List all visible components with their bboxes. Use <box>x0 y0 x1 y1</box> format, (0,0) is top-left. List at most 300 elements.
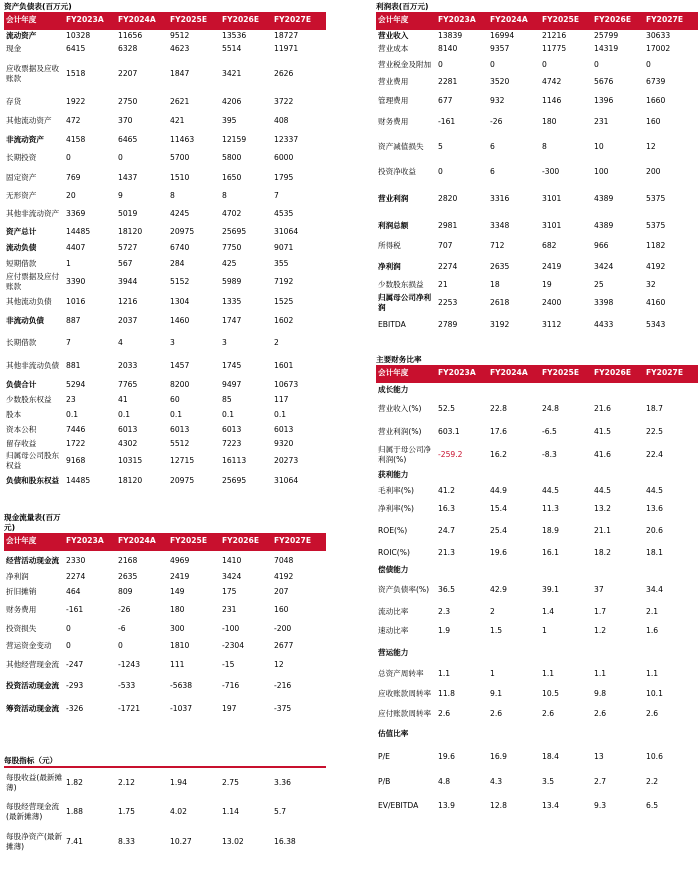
table-row <box>4 437 326 451</box>
value-cell: 1 <box>66 259 71 268</box>
value-cell: 2.2 <box>646 777 659 786</box>
value-cell: 25695 <box>222 227 247 236</box>
row-label: 估值比率 <box>378 729 409 738</box>
table-row <box>376 88 698 113</box>
row-label: 毛利率(%) <box>378 486 414 495</box>
value-cell: 712 <box>490 240 505 250</box>
value-cell: 0 <box>66 641 71 650</box>
value-cell: 22.5 <box>646 427 663 436</box>
value-cell <box>592 642 644 664</box>
value-cell: 19.6 <box>490 548 507 557</box>
value-cell: 16994 <box>490 31 515 40</box>
table-row <box>376 276 698 293</box>
value-cell <box>592 724 644 744</box>
value-cell: 13.4 <box>542 801 559 810</box>
income-statement-title: 利润表(百万元) <box>376 2 429 11</box>
value-cell <box>436 467 488 483</box>
value-cell: -5638 <box>170 681 193 690</box>
value-cell: 0.1 <box>66 410 79 419</box>
value-cell: 0 <box>542 60 547 69</box>
value-cell: 7 <box>66 338 71 347</box>
header-year-cell: FY2027E <box>644 365 698 382</box>
value-cell: 18.2 <box>594 548 611 557</box>
value-cell <box>540 724 592 744</box>
value-cell: 22.4 <box>646 450 663 459</box>
value-cell <box>644 724 698 744</box>
table-row <box>376 180 698 218</box>
row-label: P/B <box>378 777 391 786</box>
row-label: 利润总额 <box>378 221 409 230</box>
value-cell: 21.6 <box>594 404 611 413</box>
value-cell: 1.7 <box>594 606 607 616</box>
value-cell: 0 <box>118 153 123 162</box>
value-cell: 6013 <box>170 425 190 434</box>
value-cell: 9.8 <box>594 689 607 698</box>
value-cell: 1810 <box>170 641 190 650</box>
value-cell: 21 <box>438 279 448 289</box>
value-cell: 0.1 <box>170 410 183 419</box>
value-cell: 16.38 <box>274 837 296 846</box>
table-row <box>376 131 698 163</box>
row-label: 非流动资产 <box>6 135 44 144</box>
table-row <box>4 767 326 797</box>
value-cell: -533 <box>118 681 136 690</box>
table-row <box>376 704 698 724</box>
value-cell: 18.1 <box>646 548 663 557</box>
value-cell: 11656 <box>118 31 143 40</box>
value-cell: 13.02 <box>222 837 244 846</box>
header-year-cell: FY2026E <box>592 365 644 382</box>
value-cell: 6739 <box>646 76 666 86</box>
value-cell: 966 <box>594 240 609 250</box>
table-row <box>4 167 326 188</box>
value-cell: 24.7 <box>438 526 455 535</box>
row-label: 留存收益 <box>6 439 37 448</box>
value-cell: 881 <box>66 361 81 370</box>
value-cell: 1602 <box>274 316 294 325</box>
value-cell: -6 <box>118 624 126 633</box>
value-cell: 25799 <box>594 31 619 40</box>
value-cell: 2621 <box>170 97 190 106</box>
table-row <box>4 224 326 240</box>
row-label: 成长能力 <box>378 385 409 394</box>
row-label: 归属母公司股东权益 <box>6 451 60 470</box>
row-label: 财务费用 <box>378 117 409 126</box>
table-row <box>376 467 698 483</box>
value-cell: 1.6 <box>646 626 659 635</box>
value-cell: -8.3 <box>542 450 557 459</box>
value-cell: 4969 <box>170 555 190 565</box>
value-cell: 2281 <box>438 76 458 86</box>
row-label: 其他经营现金流 <box>6 660 60 669</box>
table-row <box>376 313 698 337</box>
value-cell: 44.5 <box>646 486 663 495</box>
value-cell <box>540 382 592 397</box>
value-cell: 11.3 <box>542 504 559 513</box>
value-cell: 16.2 <box>490 450 507 459</box>
value-cell: 6.5 <box>646 801 659 810</box>
table-row <box>4 423 326 437</box>
value-cell: 682 <box>542 240 557 250</box>
table-row <box>4 797 326 827</box>
value-cell: 2400 <box>542 298 562 307</box>
table-row <box>376 519 698 543</box>
table-row <box>376 577 698 603</box>
value-cell: 6013 <box>274 425 294 434</box>
value-cell: 1745 <box>222 361 242 370</box>
value-cell: 42.9 <box>490 585 507 594</box>
value-cell: 1601 <box>274 361 294 370</box>
value-cell: -375 <box>274 704 292 713</box>
value-cell: 1 <box>542 626 547 635</box>
row-label: 股本 <box>6 410 22 419</box>
value-cell: 10 <box>594 142 604 151</box>
row-label: 流动比率 <box>378 606 409 616</box>
table-row <box>4 330 326 356</box>
value-cell: 1.1 <box>438 669 451 678</box>
value-cell: 5375 <box>646 221 666 230</box>
value-cell: 44.9 <box>490 486 507 495</box>
table-row <box>376 293 698 313</box>
value-cell: 197 <box>222 704 237 713</box>
row-label: 其他非流动资产 <box>6 209 60 218</box>
row-label: 折旧摊销 <box>6 587 37 596</box>
value-cell: 4742 <box>542 76 562 86</box>
value-cell <box>540 642 592 664</box>
value-cell: -216 <box>274 681 292 690</box>
row-label: EBITDA <box>378 320 406 329</box>
header-year-cell: FY2025E <box>168 533 220 550</box>
value-cell <box>644 467 698 483</box>
value-cell: 19 <box>542 279 552 289</box>
value-cell: 10673 <box>274 379 299 389</box>
value-cell: 4407 <box>66 243 86 252</box>
value-cell: 9357 <box>490 43 510 53</box>
row-label: 管理费用 <box>378 95 409 105</box>
row-label: 每股收益(最新摊薄) <box>6 772 63 792</box>
value-cell <box>592 382 644 397</box>
value-cell: 8140 <box>438 43 458 53</box>
value-cell: 2.6 <box>438 709 451 718</box>
value-cell: 2635 <box>490 261 510 271</box>
row-label: 应付票据及应付账款 <box>6 272 60 291</box>
value-cell: 4623 <box>170 43 190 53</box>
cashflow-table <box>4 533 326 722</box>
value-cell: 5676 <box>594 76 614 86</box>
value-cell: 14319 <box>594 43 619 53</box>
row-label: EV/EBITDA <box>378 801 419 810</box>
value-cell: 2.1 <box>646 606 659 616</box>
value-cell: 603.1 <box>438 427 460 436</box>
value-cell: 15.4 <box>490 504 507 513</box>
value-cell: -326 <box>66 704 84 713</box>
header-label-cell: 会计年度 <box>4 12 64 29</box>
value-cell: 10.27 <box>170 837 192 846</box>
table-row <box>4 55 326 93</box>
table-row <box>4 584 326 600</box>
value-cell: 3424 <box>594 261 614 271</box>
value-cell: 1.82 <box>66 777 83 787</box>
left-column <box>4 0 326 857</box>
value-cell: 13536 <box>222 31 247 40</box>
value-cell: 5152 <box>170 277 190 286</box>
value-cell: 1.1 <box>646 669 659 678</box>
value-cell: 2.3 <box>438 606 451 616</box>
row-label: 经营活动现金流 <box>6 555 60 565</box>
value-cell: 37 <box>594 585 604 594</box>
value-cell: 2750 <box>118 97 138 106</box>
value-cell: 11775 <box>542 43 567 53</box>
value-cell: 1795 <box>274 172 294 182</box>
value-cell: 464 <box>66 587 81 596</box>
value-cell: -247 <box>66 660 84 669</box>
row-label: P/E <box>378 752 390 761</box>
ratios-table <box>376 365 698 818</box>
value-cell: 1.2 <box>594 626 607 635</box>
value-cell: 8 <box>222 191 227 200</box>
table-row <box>376 443 698 467</box>
value-cell <box>436 382 488 397</box>
row-label: 营业收入(%) <box>378 404 422 413</box>
value-cell: 12715 <box>170 456 195 465</box>
value-cell: 7765 <box>118 379 138 389</box>
value-cell: 1410 <box>222 555 242 565</box>
value-cell: 3348 <box>490 221 510 230</box>
value-cell: 0 <box>490 60 495 69</box>
value-cell: 1.9 <box>438 626 451 635</box>
row-label: 应付账款周转率 <box>378 709 432 718</box>
table-row <box>376 664 698 684</box>
value-cell: 44.5 <box>542 486 559 495</box>
value-cell: 6000 <box>274 153 294 162</box>
header-year-cell: FY2023A <box>64 12 116 29</box>
table-row <box>4 93 326 111</box>
value-cell: 809 <box>118 587 133 596</box>
table-row <box>4 451 326 471</box>
value-cell: 18.4 <box>542 752 559 761</box>
value-cell: -300 <box>542 166 560 176</box>
value-cell: 5514 <box>222 43 242 53</box>
header-year-cell: FY2024A <box>488 12 540 29</box>
table-row <box>376 421 698 443</box>
value-cell: 1722 <box>66 439 86 448</box>
table-header-row <box>376 12 698 29</box>
value-cell: -1037 <box>170 704 193 713</box>
value-cell: -26 <box>490 117 503 126</box>
value-cell: 160 <box>274 605 289 614</box>
value-cell: -1243 <box>118 660 141 669</box>
value-cell: 6 <box>490 166 495 176</box>
value-cell: 2274 <box>66 572 86 581</box>
value-cell: 2419 <box>170 572 190 581</box>
table-row <box>4 356 326 376</box>
row-label: 获利能力 <box>378 470 409 479</box>
value-cell: 7 <box>274 191 279 200</box>
value-cell: 16.1 <box>542 548 559 557</box>
table-row <box>4 204 326 224</box>
value-cell <box>436 724 488 744</box>
table-row <box>376 684 698 704</box>
value-cell <box>592 563 644 577</box>
row-label: 少数股东损益 <box>378 279 424 289</box>
value-cell: 10.6 <box>646 752 663 761</box>
value-cell: 111 <box>170 660 185 669</box>
value-cell: 41.6 <box>594 450 611 459</box>
value-cell: 7223 <box>222 439 242 448</box>
row-label: 营业税金及附加 <box>378 60 432 69</box>
value-cell: 5800 <box>222 153 242 162</box>
value-cell: 4433 <box>594 320 614 329</box>
table-row <box>4 240 326 256</box>
table-row <box>376 234 698 257</box>
value-cell: 3.5 <box>542 777 555 786</box>
per-share-section <box>4 754 326 857</box>
value-cell: 472 <box>66 116 81 125</box>
value-cell: 44.5 <box>594 486 611 495</box>
value-cell: 1 <box>490 669 495 678</box>
value-cell: 18.7 <box>646 404 663 413</box>
row-label: 少数股东权益 <box>6 395 52 404</box>
value-cell: 1216 <box>118 297 138 306</box>
table-row <box>4 570 326 584</box>
row-label: 投资净收益 <box>378 166 416 176</box>
value-cell: 10.1 <box>646 689 663 698</box>
table-row <box>4 827 326 857</box>
header-label-cell: 会计年度 <box>376 12 436 29</box>
value-cell: 6013 <box>118 425 138 434</box>
ratios-section <box>376 353 698 818</box>
header-year-cell: FY2027E <box>272 12 326 29</box>
value-cell: 284 <box>170 259 185 268</box>
value-cell: 5989 <box>222 277 242 286</box>
table-row <box>4 292 326 312</box>
value-cell: 1.75 <box>118 807 135 816</box>
value-cell: 16.3 <box>438 504 455 513</box>
value-cell: 85 <box>222 395 232 404</box>
value-cell: 13.9 <box>438 801 455 810</box>
value-cell: 7750 <box>222 243 242 252</box>
table-row <box>376 382 698 397</box>
value-cell: 9512 <box>170 31 190 40</box>
row-label: 资产负债率(%) <box>378 585 430 594</box>
row-label: 非流动负债 <box>6 316 44 325</box>
balance-sheet-section <box>4 0 326 491</box>
value-cell: 8.33 <box>118 837 135 846</box>
value-cell: 10315 <box>118 456 143 465</box>
value-cell: 19.6 <box>438 752 455 761</box>
value-cell: -100 <box>222 624 240 633</box>
value-cell: 932 <box>490 95 505 105</box>
value-cell: 18 <box>490 279 500 289</box>
row-label: 流动负债 <box>6 243 37 252</box>
value-cell: 13839 <box>438 31 463 40</box>
value-cell: -161 <box>438 117 456 126</box>
row-label: 营业利润 <box>378 194 409 203</box>
value-cell: 9 <box>118 191 123 200</box>
value-cell: 22.8 <box>490 404 507 413</box>
value-cell: 6 <box>490 142 495 151</box>
value-cell: 32 <box>646 279 656 289</box>
value-cell: 1.1 <box>542 669 555 678</box>
value-cell: 1304 <box>170 297 190 306</box>
value-cell: 13 <box>594 752 604 761</box>
value-cell: 7048 <box>274 555 294 565</box>
header-year-cell: FY2024A <box>116 533 168 550</box>
value-cell: 9.3 <box>594 801 607 810</box>
value-cell: 41.5 <box>594 427 611 436</box>
value-cell: 7.41 <box>66 837 83 846</box>
value-cell: 4.8 <box>438 777 451 786</box>
value-cell: 200 <box>646 166 661 176</box>
value-cell <box>644 642 698 664</box>
value-cell: 18727 <box>274 31 299 40</box>
value-cell: 3944 <box>118 277 138 286</box>
value-cell: 9071 <box>274 243 294 252</box>
value-cell: 14485 <box>66 476 91 485</box>
value-cell: 60 <box>170 395 180 404</box>
value-cell: 20 <box>66 191 76 200</box>
row-label: 归属于母公司净利润(%) <box>378 445 432 464</box>
table-row <box>4 188 326 204</box>
table-row <box>4 272 326 292</box>
balance-sheet-title: 资产负债表(百万元) <box>4 2 72 11</box>
table-row <box>4 676 326 696</box>
value-cell: 12159 <box>222 135 247 144</box>
value-cell: 1016 <box>66 297 86 306</box>
value-cell: 3 <box>170 338 175 347</box>
value-cell: 4535 <box>274 209 294 218</box>
row-label: 负债和股东权益 <box>6 476 60 485</box>
value-cell: 11463 <box>170 135 195 144</box>
value-cell: 34.4 <box>646 585 663 594</box>
row-label: 长期借款 <box>6 338 37 347</box>
value-cell: 1.5 <box>490 626 503 635</box>
value-cell <box>488 642 540 664</box>
value-cell: 9320 <box>274 439 294 448</box>
value-cell: 7446 <box>66 425 86 434</box>
value-cell: 1.14 <box>222 807 239 816</box>
row-label: 存货 <box>6 97 22 106</box>
row-label: 净利润 <box>6 572 29 581</box>
value-cell: 2.6 <box>542 709 555 718</box>
header-year-cell: FY2025E <box>540 365 592 382</box>
table-row <box>4 149 326 167</box>
table-row <box>4 620 326 638</box>
table-row <box>376 563 698 577</box>
table-row <box>4 376 326 393</box>
value-cell: 0 <box>438 166 443 176</box>
value-cell <box>488 563 540 577</box>
value-cell: 2419 <box>542 261 562 271</box>
value-cell: -2304 <box>222 641 245 650</box>
value-cell: 9.1 <box>490 689 503 698</box>
value-cell: 707 <box>438 240 453 250</box>
table-header-row <box>4 12 326 29</box>
value-cell: 2.6 <box>490 709 503 718</box>
value-cell: 3390 <box>66 277 86 286</box>
value-cell: 4.02 <box>170 807 187 816</box>
value-cell: 175 <box>222 587 237 596</box>
row-label: 负债合计 <box>6 379 37 389</box>
value-cell: 5700 <box>170 153 190 162</box>
row-label: 固定资产 <box>6 172 37 182</box>
value-cell: 567 <box>118 259 133 268</box>
table-row <box>376 483 698 499</box>
header-year-cell: FY2024A <box>488 365 540 382</box>
table-row <box>376 75 698 88</box>
header-year-cell: FY2026E <box>592 12 644 29</box>
value-cell: 2033 <box>118 361 138 370</box>
